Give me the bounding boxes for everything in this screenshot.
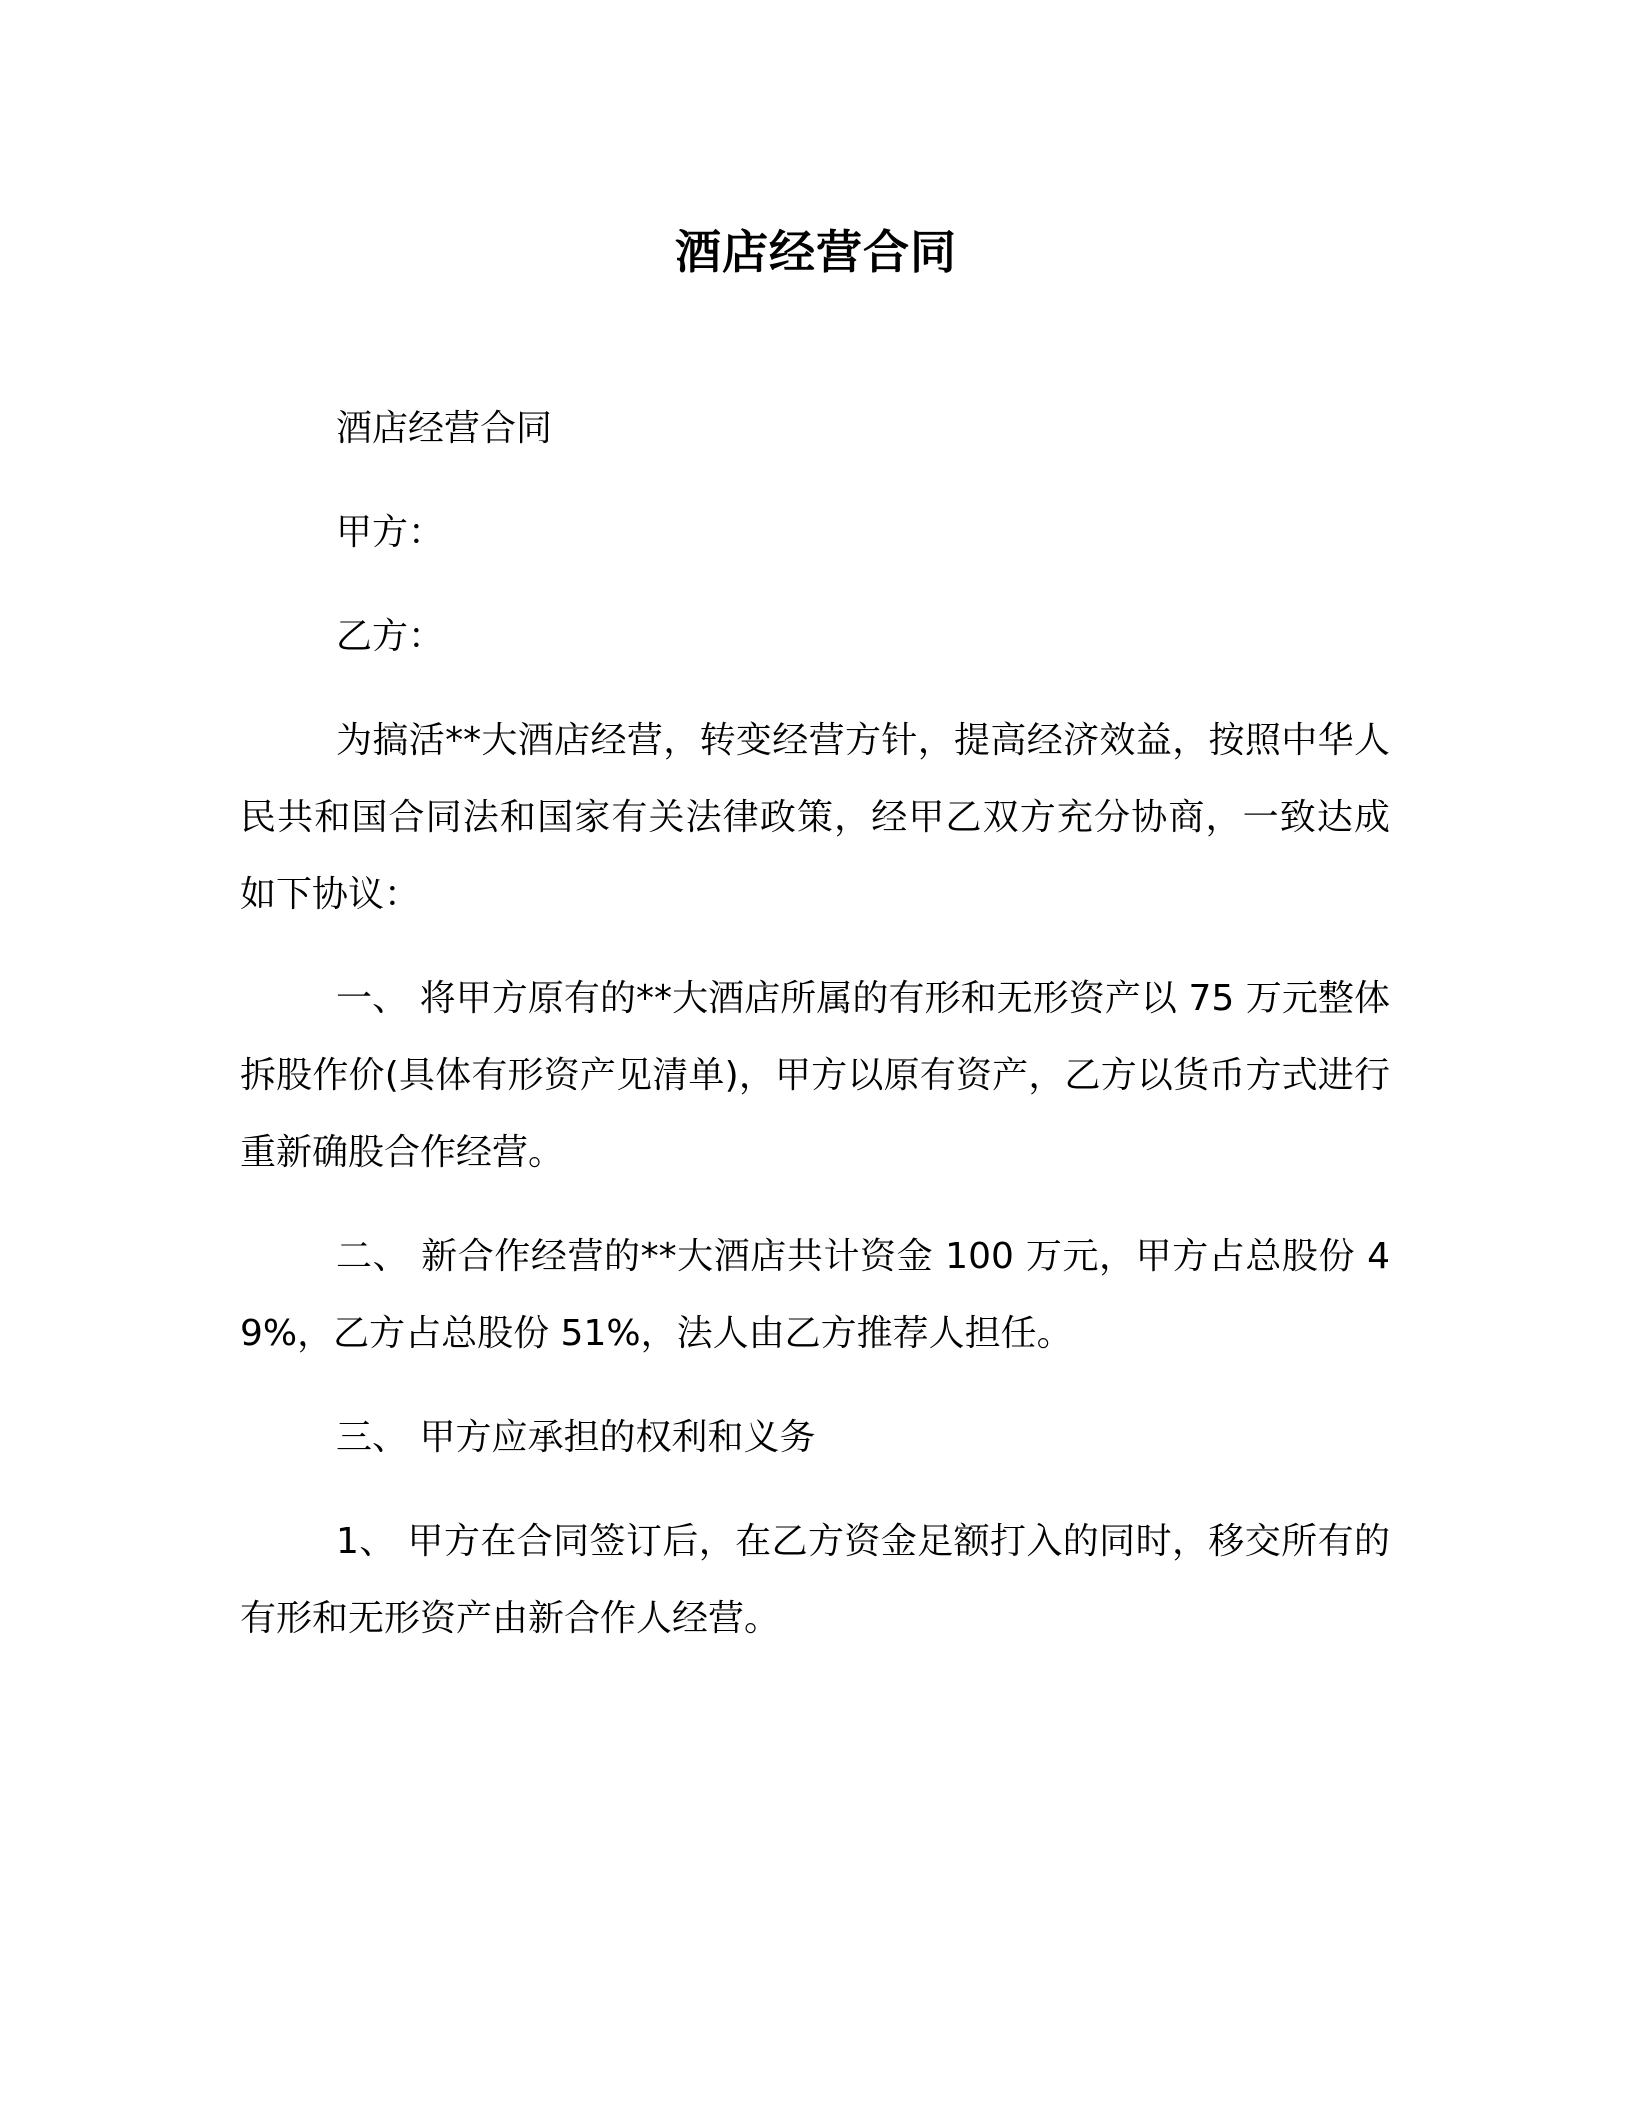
party-b-line: 乙方： <box>336 616 445 657</box>
clause-3-heading: 三、 甲方应承担的权利和义务 <box>336 1417 816 1458</box>
party-a-line: 甲方： <box>336 512 445 553</box>
clause-1-paragraph: 一、 将甲方原有的**大酒店所属的有形和无形资产以 75 万元整体拆股作价(具体有形资产见清单)，甲方以原有资产，乙方以货币方式进行重新确股合作经营。 <box>240 978 1390 1173</box>
clause-2-paragraph: 二、 新合作经营的**大酒店共计资金 100 万元，甲方占总股份 49%，乙方占总股份 51%，法人由乙方推荐人担任。 <box>240 1236 1390 1354</box>
preamble-paragraph: 为搞活**大酒店经营，转变经营方针，提高经济效益，按照中华人民共和国合同法和国家有关法律政策，经甲乙双方充分协商，一致达成如下协议： <box>240 720 1390 915</box>
clause-3-item-1-paragraph: 1、 甲方在合同签订后，在乙方资金足额打入的同时，移交所有的有形和无形资产由新合作人经营。 <box>240 1521 1390 1639</box>
document-body <box>240 390 1390 1684</box>
contract-heading: 酒店经营合同 <box>336 408 553 449</box>
document-title: 酒店经营合同 <box>675 225 957 279</box>
